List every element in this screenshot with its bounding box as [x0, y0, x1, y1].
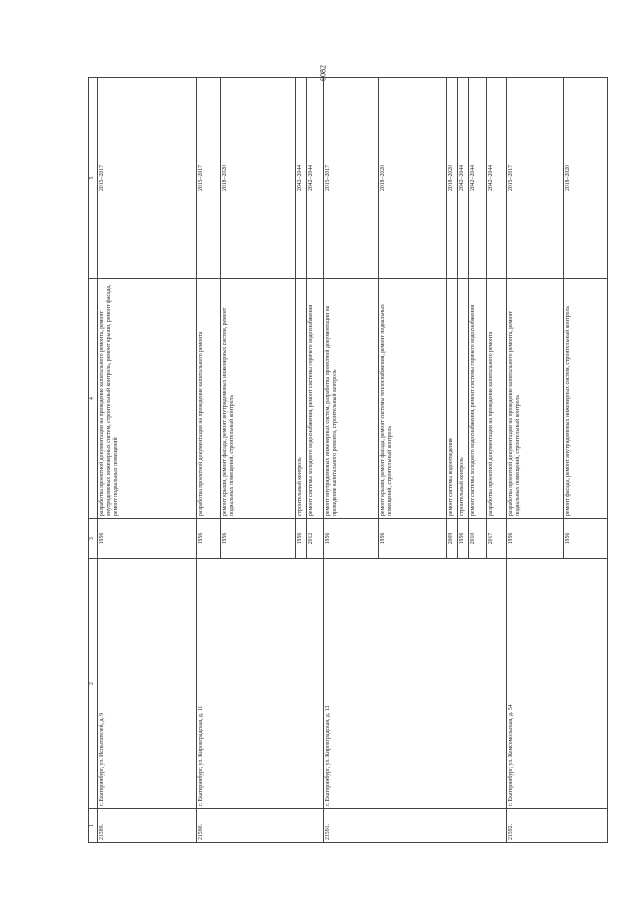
row-year: 1956 — [98, 519, 197, 559]
row-year: 1956 — [196, 519, 220, 559]
row-works: ремонт системы холодного водоснабжения, ремонт системы горячего водоснабжения — [469, 279, 487, 519]
row-period: 2042–2044 — [458, 78, 469, 279]
row-period: 2042–2044 — [306, 78, 324, 279]
row-works: разработка проектной документации на проведение капитального ремонта — [196, 279, 220, 519]
table-row — [98, 78, 197, 843]
row-year: 2017 — [487, 519, 507, 559]
row-period: 2015–2017 — [196, 78, 220, 279]
row-works: ремонт системы водоотведения — [447, 279, 458, 519]
header-col-2: 2 — [89, 559, 98, 809]
row-period: 2015–2017 — [98, 78, 197, 279]
row-period: 2042–2044 — [469, 78, 487, 279]
header-col-3: 3 — [89, 519, 98, 559]
row-number: 21591. — [324, 809, 506, 843]
row-year: 2012 — [306, 519, 324, 559]
rotated-table-sheet — [88, 164, 640, 843]
row-period: 2018–2020 — [447, 78, 458, 279]
row-works: разработка проектной документации на проведение капитального ремонта — [487, 279, 507, 519]
row-year: 2010 — [469, 519, 487, 559]
row-year: 1956 — [221, 519, 296, 559]
row-works: строительный контроль — [295, 279, 306, 519]
row-year: 1956 — [506, 519, 563, 559]
row-period: 2018–2020 — [379, 78, 447, 279]
row-works: ремонт фасада, ремонт внутридомовых инженерных систем, строительный контроль — [563, 279, 607, 519]
row-number: 21592. — [506, 809, 607, 843]
row-works: разработка проектной документации на проведение капитального ремонта, ремонт подвальных помещений, строительный контроль — [506, 279, 563, 519]
header-row — [89, 78, 98, 843]
table-row — [196, 78, 220, 843]
row-year: 2009 — [447, 519, 458, 559]
row-address: г. Екатеринбург, ул. Кировградская, д. 11 — [196, 559, 323, 809]
capital-repair-table — [88, 77, 608, 843]
header-col-5: 5 — [89, 78, 98, 279]
row-year: 1956 — [379, 519, 447, 559]
row-year: 1956 — [295, 519, 306, 559]
row-period: 2042–2044 — [295, 78, 306, 279]
row-works: ремонт системы холодного водоснабжения, ремонт системы горячего водоснабжения — [306, 279, 324, 519]
table-row — [324, 78, 379, 843]
row-year: 1956 — [324, 519, 379, 559]
row-period: 2042–2044 — [487, 78, 507, 279]
page-number-text: 6082 — [318, 65, 328, 81]
row-number: 21589. — [98, 809, 197, 843]
row-period: 2018–2020 — [221, 78, 296, 279]
row-address: г. Екатеринбург, ул. Кировградская, д. 13 — [324, 559, 506, 809]
row-works: строительный контроль — [458, 279, 469, 519]
row-works: разработка проектной документации на проведение капитального ремонта, ремонт внутридомовых инженерных систем, строительный контроль, ремонт крыши, ремонт фасада, ремонт подвальных помещений — [98, 279, 197, 519]
row-works: ремонт крыши, ремонт фасада, ремонт внутридомовых инженерных систем, ремонт подвальных помещений, строительный контроль — [221, 279, 296, 519]
row-address: г. Екатеринбург, ул. Комсомольская, д. 54 — [506, 559, 607, 809]
row-period: 2015–2017 — [324, 78, 379, 279]
header-col-1: 1 — [89, 809, 98, 843]
row-year: 1956 — [458, 519, 469, 559]
row-year: 1956 — [563, 519, 607, 559]
table-row — [506, 78, 563, 843]
row-period: 2015–2017 — [506, 78, 563, 279]
row-period: 2018–2020 — [563, 78, 607, 279]
row-works: ремонт внутридомовых инженерных систем, разработка проектной документации на проведение капитального ремонта, строительный контроль — [324, 279, 379, 519]
row-address: г. Екатеринбург, ул. Испытателей, д. 9 — [98, 559, 197, 809]
header-col-4: 4 — [89, 279, 98, 519]
row-works: ремонт крыши, ремонт фасада, ремонт системы теплоснабжения, ремонт подвальных помещений, строительный контроль — [379, 279, 447, 519]
row-number: 21590. — [196, 809, 323, 843]
